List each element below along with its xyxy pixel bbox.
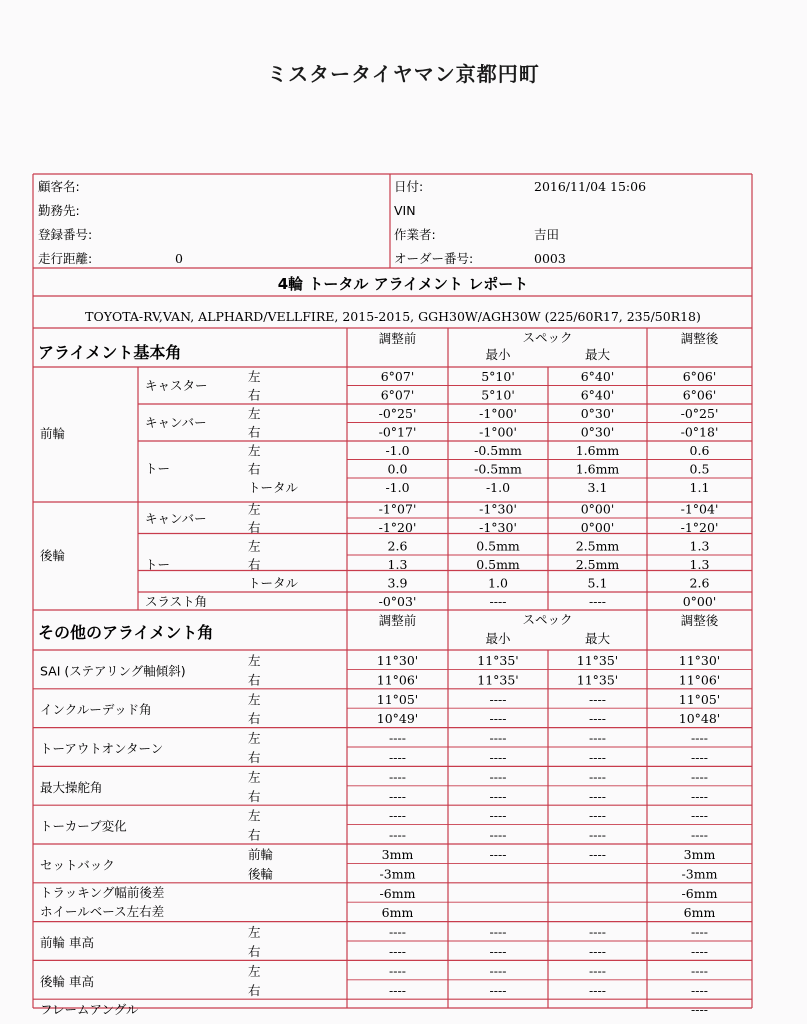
setback-label: セットバック [40,857,115,873]
other-max-value: 11°35' [576,653,619,668]
basic-max-value: 1.6mm [575,461,620,477]
wheelbase-diff-label: ホイールベース左右差 [40,904,165,920]
other-before-value: 3mm [381,847,414,862]
date-label: 日付: [394,179,424,194]
basic-min-value: 0.5mm [476,557,520,572]
other-side-label: 右 [248,672,261,688]
report-title: 4輪 トータル アライメント レポート [277,275,529,293]
other-max-value: ---- [589,788,606,804]
other-max-header: 最大 [584,631,611,646]
basic-before-value: 3.9 [387,575,408,591]
basic-min-value: -0.5mm [474,461,522,477]
basic-after-value: -0°25' [680,406,719,421]
other-after-value: 3mm [683,847,716,862]
other-before-value: ---- [389,730,406,746]
max-steer-label: 最大操舵角 [40,779,103,795]
rear-toe-label: トー [145,557,171,572]
basic-max-value: 0°00' [580,520,615,535]
other-after-value: ---- [691,924,708,940]
other-side-label: 左 [248,924,261,940]
other-min-value: ---- [489,924,507,940]
front-toe-label: トー [145,461,171,476]
rear-camber-label: キャンバー [145,511,207,526]
basic-before-value: 0.0 [387,461,408,477]
basic-max-value: 6°40' [580,387,615,403]
front-group-label: 前輪 [40,426,66,441]
basic-side-label: 左 [248,406,261,421]
other-before-value: 11°06' [376,672,419,688]
basic-min-value: -1°30' [479,520,517,535]
basic-after-header: 調整後 [680,331,719,346]
operator-label: 作業者: [394,227,436,242]
toe-curve-label: トーカーブ変化 [40,818,127,834]
other-min-value: ---- [489,730,507,746]
shop-name: ミスタータイヤマン京都円町 [267,62,540,86]
registration-label: 登録番号: [38,227,93,242]
basic-min-value: 5°10' [481,387,515,403]
thrust-label: スラスト角 [145,594,208,609]
basic-before-value: -1.0 [385,480,410,495]
other-min-header: 最小 [485,631,511,646]
other-max-value: ---- [589,750,606,765]
basic-max-value: 2.5mm [575,538,620,554]
other-min-value: ---- [489,711,507,727]
other-side-label: 左 [248,730,261,746]
front-camber-label: キャンバー [145,415,207,430]
basic-side-label: トータル [248,575,299,591]
basic-side-label: トータル [248,480,299,495]
other-after-value: ---- [691,769,708,785]
basic-after-value: 1.3 [689,557,710,572]
other-max-value: ---- [589,982,606,998]
other-min-value: ---- [489,963,507,979]
basic-after-value: 0.6 [689,443,710,458]
basic-max-value: 0°30' [580,406,615,421]
basic-min-value: -1°30' [479,501,517,517]
other-after-value: ---- [691,1002,708,1018]
date-value: 2016/11/04 15:06 [534,179,647,194]
other-side-label: 左 [248,653,261,668]
basic-min-value: 1.0 [488,575,508,591]
other-before-value: ---- [389,750,406,765]
table-grid-lines [33,174,752,1008]
other-after-value: ---- [691,827,708,843]
tracking-diff-label: トラッキング幅前後差 [40,884,165,900]
basic-before-value: -0°25' [378,406,417,421]
other-min-value: ---- [489,750,507,765]
basic-heading: アライメント基本角 [38,343,182,362]
rear-group-label: 後輪 [40,548,66,563]
basic-min-header: 最小 [485,347,511,362]
basic-spec-header: スペック [522,330,573,345]
basic-after-value: -0°18' [680,424,719,440]
other-after-value: 11°05' [678,691,721,707]
basic-after-value: -1°04' [680,501,719,517]
other-before-value: ---- [389,963,406,979]
basic-min-value: -1.0 [485,480,511,495]
other-before-value: -6mm [379,885,416,901]
basic-max-value: 3.1 [587,480,608,495]
basic-before-header: 調整前 [378,331,417,346]
basic-max-value: ---- [589,594,606,609]
basic-side-label: 右 [248,520,261,535]
other-side-label: 右 [248,982,261,998]
order-label: オーダー番号: [394,251,474,266]
other-min-value: ---- [489,827,507,843]
other-heading: その他のアライメント角 [38,623,214,642]
other-before-value: ---- [389,924,406,940]
basic-before-value: 6°07' [380,369,415,384]
basic-after-value: 2.6 [689,575,710,591]
operator-value: 吉田 [534,227,560,242]
other-before-value: 11°30' [376,653,419,668]
other-side-label: 左 [248,769,261,785]
other-min-value: ---- [489,788,507,804]
other-before-value: 10°49' [376,711,419,727]
other-side-label: 右 [248,788,261,804]
mileage-label: 走行距離: [38,251,93,266]
basic-min-value: -1°00' [479,406,517,421]
basic-side-label: 右 [248,461,261,477]
basic-before-value: -1°20' [378,520,417,535]
other-side-label: 左 [248,963,261,979]
basic-max-value: 1.6mm [575,443,620,458]
basic-max-value: 6°40' [580,369,615,384]
other-min-value: ---- [489,982,507,998]
other-after-value: ---- [691,750,708,765]
other-before-value: ---- [389,827,406,843]
order-value: 0003 [534,251,566,266]
other-after-value: 10°48' [678,711,721,727]
other-min-value: 11°35' [477,653,519,668]
basic-side-label: 左 [248,369,261,384]
caster-label: キャスター [145,378,208,393]
other-max-value: ---- [589,827,606,843]
other-max-value: 11°35' [576,672,619,688]
other-after-value: 11°30' [678,653,721,668]
basic-min-value: -1°00' [479,424,517,440]
other-max-value: ---- [589,808,606,824]
other-before-value: ---- [389,944,406,959]
basic-side-label: 右 [248,557,261,572]
table-texts [38,179,720,1017]
other-before-value: ---- [389,769,406,785]
other-after-value: ---- [691,808,708,824]
other-min-value: 11°35' [477,672,519,688]
other-max-value: ---- [589,769,606,785]
other-after-value: 11°06' [678,672,721,688]
vin-label: VIN [394,203,416,218]
other-after-value: -3mm [681,866,718,882]
other-after-value: ---- [691,730,708,746]
other-max-value: ---- [589,730,606,746]
basic-max-value: 0°30' [580,424,615,440]
front-height-label: 前輪 車高 [40,935,94,950]
basic-before-value: -1°07' [378,501,417,517]
other-after-value: ---- [691,788,708,804]
other-before-value: ---- [389,808,406,824]
basic-min-value: 0.5mm [476,538,520,554]
basic-before-value: 2.6 [387,538,408,554]
basic-before-value: -0°03' [378,594,417,609]
frame-angle-label: フレームアングル [40,1002,139,1018]
basic-after-value: 6°06' [682,369,717,384]
other-min-value: ---- [489,691,507,707]
other-after-value: ---- [691,982,708,998]
other-before-value: ---- [389,788,406,804]
basic-side-label: 左 [248,501,261,517]
other-after-value: ---- [691,963,708,979]
customer-name-label: 顧客名: [38,179,80,194]
basic-after-value: 6°06' [682,387,717,403]
included-angle-label: インクルーデッド角 [40,702,152,718]
basic-side-label: 右 [248,424,261,440]
other-after-value: 6mm [683,905,716,921]
basic-side-label: 右 [248,387,261,403]
other-min-value: ---- [489,769,507,785]
company-label: 勤務先: [38,203,80,218]
basic-side-label: 左 [248,443,261,458]
mileage-value: 0 [175,251,183,266]
basic-min-value: ---- [489,594,507,609]
basic-max-value: 2.5mm [575,557,620,572]
other-side-label: 左 [248,691,261,707]
basic-after-value: 0.5 [689,461,710,477]
other-side-label: 前輪 [248,847,274,862]
basic-after-value: 1.3 [689,538,710,554]
other-max-value: ---- [589,691,606,707]
basic-before-value: 6°07' [380,387,415,403]
other-max-value: ---- [589,847,606,862]
other-before-value: 11°05' [376,691,419,707]
other-spec-header: スペック [522,612,573,627]
basic-before-value: 1.3 [387,557,408,572]
other-before-header: 調整前 [378,613,417,628]
other-max-value: ---- [589,944,606,959]
other-max-value: ---- [589,963,606,979]
other-min-value: ---- [489,944,507,959]
other-min-value: ---- [489,847,507,862]
basic-max-value: 0°00' [580,501,615,517]
other-after-value: ---- [691,944,708,959]
other-max-value: ---- [589,711,606,727]
basic-side-label: 左 [248,538,261,554]
other-before-value: 6mm [381,905,414,921]
rear-height-label: 後輪 車高 [40,973,94,989]
other-side-label: 右 [248,827,261,843]
basic-after-value: 1.1 [689,480,710,495]
other-side-label: 右 [248,711,261,727]
basic-before-value: -0°17' [378,424,417,440]
basic-after-value: 0°00' [682,594,717,609]
other-side-label: 後輪 [248,866,274,882]
other-after-value: -6mm [681,885,718,901]
basic-max-value: 5.1 [587,575,608,591]
other-max-value: ---- [589,924,606,940]
sai-label: SAI (ステアリング軸傾斜) [40,663,186,679]
other-min-value: ---- [489,808,507,824]
other-before-value: ---- [389,982,406,998]
other-after-header: 調整後 [680,613,719,628]
basic-before-value: -1.0 [385,443,410,458]
other-side-label: 左 [248,808,261,824]
basic-after-value: -1°20' [680,520,719,535]
toe-out-label: トーアウトオンターン [40,741,164,756]
basic-min-value: -0.5mm [474,443,522,458]
vehicle-description: TOYOTA-RV,VAN, ALPHARD/VELLFIRE, 2015-2015, GGH30W/AGH30W (225/60R17, 235/50R18) [85,309,701,324]
basic-max-header: 最大 [584,347,611,362]
other-side-label: 右 [248,750,261,765]
other-side-label: 右 [248,944,261,959]
basic-min-value: 5°10' [481,369,515,384]
other-before-value: -3mm [379,866,416,882]
